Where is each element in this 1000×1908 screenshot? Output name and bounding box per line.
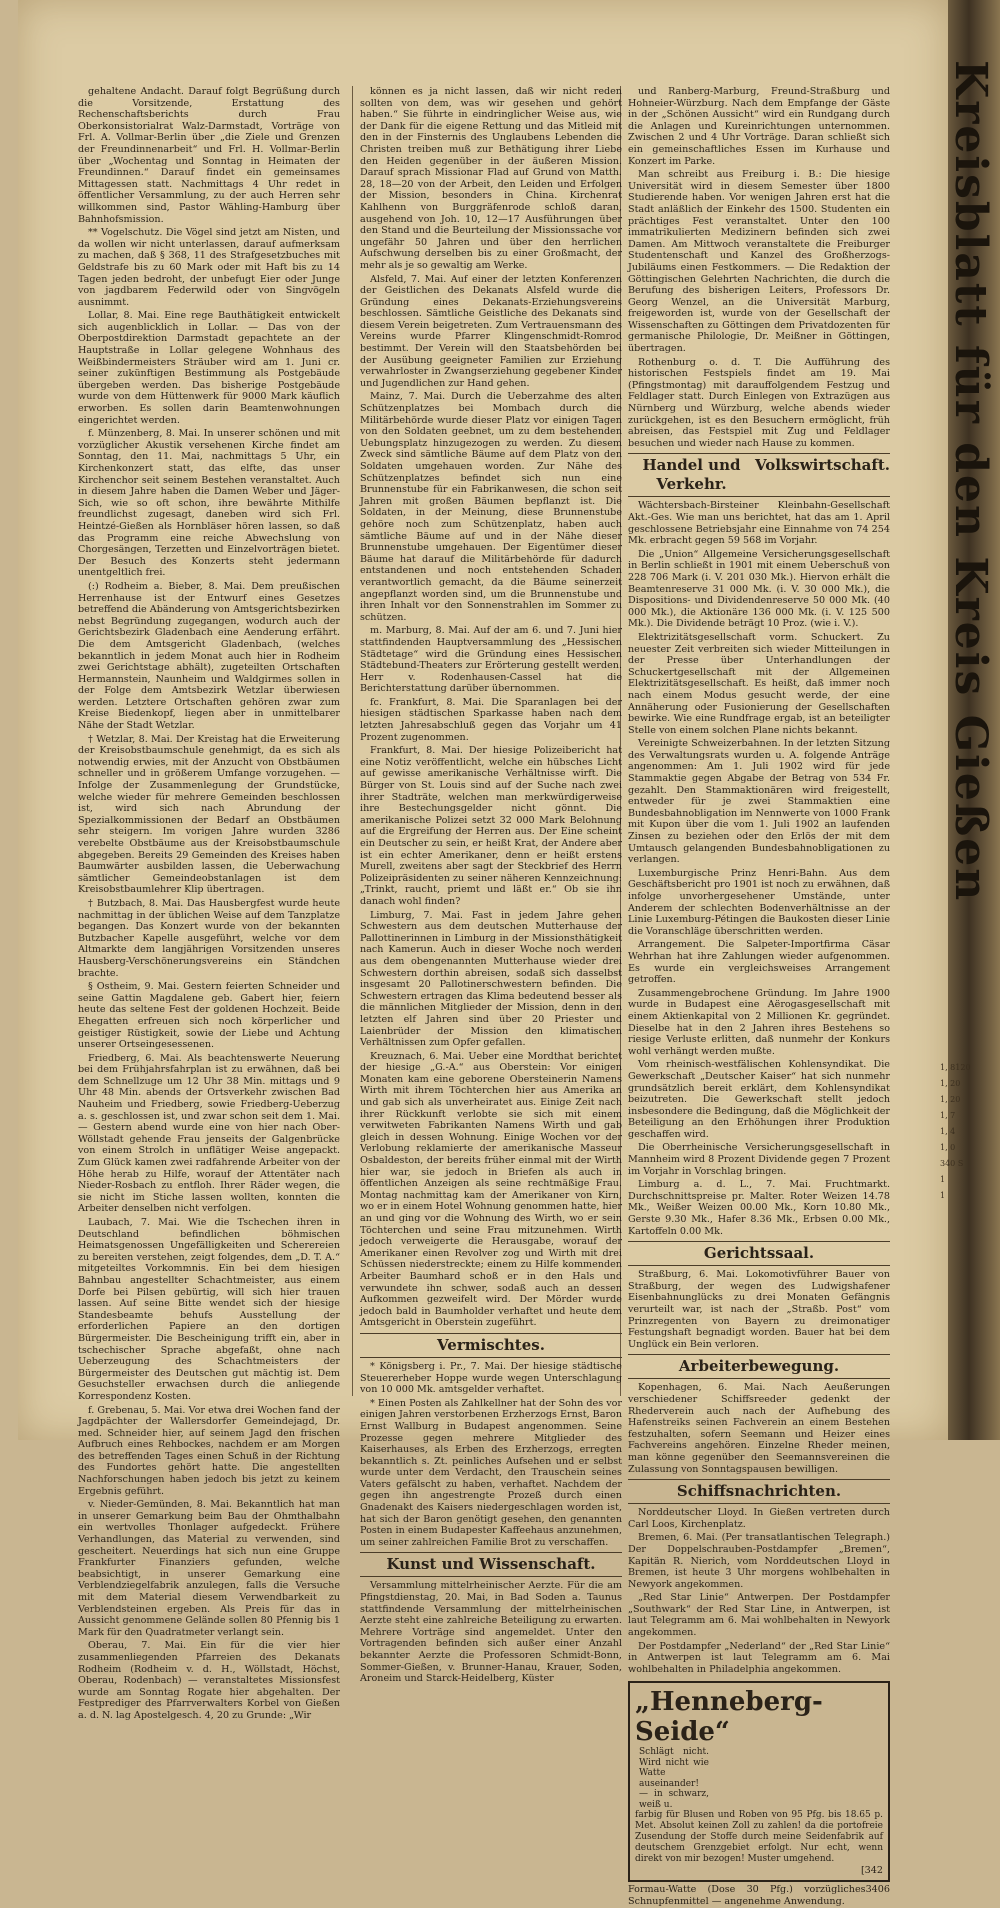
article: Vom rheinisch-westfälischen Kohlensyndikat. Die Gewerkschaft „Deutscher Kaiser“ hat sich nunmehr grundsätzlich bereit erklärt, dem Kohlensyndikat beizutreten. Die Gewerkschaft stellt jedoch insbesondere die Bedingung, daß die Möglichkeit der Beteiligung an den Erhöhungen ihrer Produktion geschaffen wird. xyxy=(628,1059,890,1140)
ad-number: [342 xyxy=(860,1865,883,1877)
margin-number: 1, 7 xyxy=(940,1111,956,1120)
article: Alsfeld, 7. Mai. Auf einer der letzten Konferenzen der Geistlichen des Dekanats Alsfeld wurde die Gründung eines Dekanats-Erziehungsvereins beschlossen. Sämtliche Geistliche des Dekanats sind diesem Verein beigetreten. Zum Vertrauensmann des Vereins wurde Pfarrer Klingenschmidt-Romrod bestimmt. Der Verein will den Staatsbehörden bei der Ausübung geeigneter Familien zur Erziehung verwahrloster in Zwangserziehung gegebener Kinder und Jugendlichen zur Hand gehen. xyxy=(360,273,622,389)
ad-footer: Formau-Watte (Dose 30 Pfg.) vorzügliches Schnupfenmittel — angenehme Anwendung. xyxy=(628,1884,866,1908)
article: Friedberg, 6. Mai. Als beachtenswerte Neuerung bei dem Frühjahrsfahrplan ist zu erwähnen, daß bei dem Schnellzuge um 12 Uhr 38 Min. mittags und 9 Uhr 48 Min. abends der Ortsverkehr zwischen Bad Nauheim und Friedberg, sowie Friedberg-Ueberzug a. s. geschlossen ist, und zwar schon seit dem 1. Mai. — Gestern abend wurde eine von hier nach Ober-Wöllstadt gehende Frau jenseits der Galgenbrücke von einem Strolch in unflätiger Weise angepackt. Zum Glück kamen zwei radfahrende Arbeiter von der Höhe herab zu Hilfe, worauf der Attentäter nach Nieder-Rosbach zu entfloh. Ihrer Räder wegen, die sie nicht im Stiche lassen wollten, konnten die Arbeiter denselben nicht verfolgen. xyxy=(78,1052,340,1215)
article: können es ja nicht lassen, daß wir nicht reden sollten von dem, was wir gesehen und gehört haben.“ Sie führte in eindringlicher Weise aus, wie der Dank für die eigene Rettung und das Mitleid mit den in der Finsternis des Unglaubens Lebenden die Christen treiben muß zur Bethätigung ihrer Liebe den Heiden gegenüber in der äußeren Mission. Darauf sprach Missionar Flad auf Grund von Matth. 28, 18—20 von der Arbeit, den Leiden und Erfolgen der Mission, besonders in China. Kirchenrat Kahlhenn von Burggräfenrode schloß daran, ausgehend von Joh. 10, 12—17 Ausführungen über den Stand und die Beurteilung der Missionssache vor ungefähr 50 Jahren und über den herrlichen Aufschwung derselben bis zu einer Großmacht, der mehr als je so gewaltig am Werke. xyxy=(360,86,622,271)
article: Luxemburgische Prinz Henri-Bahn. Aus dem Geschäftsbericht pro 1901 ist noch zu erwähnen, daß infolge unvorhergesehener Umstände, unter Anderem der schlechten Bodenverhältnisse an der Linie Luxemburg-Pétingen die Baukosten dieser Linie die Voranschläge überschritten werden. xyxy=(628,867,890,937)
margin-number: 1, 20 xyxy=(940,1079,961,1088)
column-divider xyxy=(352,86,353,1396)
article: m. Marburg, 8. Mai. Auf der am 6. und 7. Juni hier stattfindenden Hauptversammlung des „Hessischen Städtetage“ wird die Gründung eines Hessischen Städtebund-Theaters zur Erörterung gestellt werden. Herr v. Rodenhausen-Cassel hat die Berichterstattung darüber übernommen. xyxy=(360,625,622,695)
section-heading-gerichtssaal: Gerichtssaal. xyxy=(628,1241,890,1266)
article: Elektrizitätsgesellschaft vorm. Schuckert. Zu neuester Zeit verbreiten sich wieder Mitteilungen in der Presse über Unterhandlungen der Schuckertgesellschaft mit der Allgemeinen Elektrizitätsgesellschaft. Es heißt, daß immer noch nach einem Modus gesucht werde, der eine Annäherung oder Fusionierung der Gesellschaften bewirke. Wie eine Rundfrage ergab, ist an beteiligter Stelle von einem solchen Plane nichts bekannt. xyxy=(628,631,890,736)
section-heading-schiffsnachrichten: Schiffsnachrichten. xyxy=(628,1479,890,1504)
column-1 xyxy=(78,86,340,1721)
article: Mainz, 7. Mai. Durch die Ueberzahme des alten Schützenplatzes bei Mombach durch die Militärbehörde wurde dieser Platz vor einigen Tagen von den Soldaten geebnet, um zu dem bestehenden Uebungsplatz hinzugezogen zu werden. Zu diesem Zweck sind sämtliche Bäume auf dem Platz von den Soldaten umgehauen worden. Zur Nähe des Schützenplatzes befindet sich nun eine Brunnenstube für ein Fabrikanwesen, die schon seit Jahren mit großen Bäumen bepflanzt ist. Die Soldaten, in der Meinung, diese Brunnenstube gehöre noch zum Schützenplatz, haben auch sämtliche Bäume auf und in der Nähe dieser Brunnenstube umgehauen. Der Eigentümer dieser Bäume hat darauf die Militärbehörde für dadurch entstandenen und noch entstehenden Schaden verantwortlich gemacht, da die Bäume seinerzeit angepflanzt worden sind, um die Brunnenstube und ihren Inhalt vor den Sonnenstrahlen im Sommer zu schützen. xyxy=(360,391,622,623)
article: Kopenhagen, 6. Mai. Nach Aeußerungen verschiedener Schiffsreeder gedenkt der Rhederverein auch nach der Aufhebung des Hafenstreiks seinen Fachverein an einem Bestehen festzuhalten, sofern Seemann und Heizer eines Fachvereins angehören. Einzelne Rheder meinen, man könne gegenüber den Seemannsvereinen die Zulassung von Sonntagspausen bewilligen. xyxy=(628,1382,890,1475)
article: Norddeutscher Lloyd. In Gießen vertreten durch Carl Loos, Kirchenplatz. xyxy=(628,1507,890,1530)
article: Zusammengebrochene Gründung. Im Jahre 1900 wurde in Budapest eine Aërogasgesellschaft mit einem Aktienkapital von 2 Millionen Kr. gegründet. Dieselbe hat in den 2 Jahren ihres Bestehens so riesige Verluste erlitten, daß nunmehr der Konkurs wohl verhängt werden mußte. xyxy=(628,987,890,1057)
article: † Wetzlar, 8. Mai. Der Kreistag hat die Erweiterung der Kreisobstbaumschule genehmigt, da es sich als notwendig erwies, mit der Anzucht von Obstbäumen schneller und in größerem Umfange vorzugehen. — Infolge der Zusammenlegung der Grundstücke, welche wieder für mehrere Gemeinden beschlossen ist, wird sich nach Abrundung der Spezialkommissionen der Bedarf an Obstbäumen sehr steigern. Im vorigen Jahre wurden 3286 verebelte Obstbäume aus der Kreisobstbaumschule abgegeben. Bereits 29 Gemeinden des Kreises haben Baumwärter ausbilden lassen, die Ueberwachung sämtlicher Gemeindeobstanlagen ist dem Kreisobstbaumlehrer Klip übertragen. xyxy=(78,733,340,896)
article: Laubach, 7. Mai. Wie die Tschechen ihren in Deutschland befindlichen böhmischen Heimatsgenossen Ungefälligkeiten und Scherereien zu bereiten verstehen, zeigt folgendes, dem „D. T. A.“ mitgeteiltes Vorkommnis. Ein bei dem hiesigen Bahnbau angestellter Schachtmeister, aus einem Dorfe bei Pilsen gebürtig, will sich hier trauen lassen. Auf seine Bitte wendet sich der hiesige Standesbeamte behufs Ausstellung der erforderlichen Papiere an den dortigen Bürgermeister. Die Bescheinigung trifft ein, aber in tschechischer Sprache abgefaßt, ohne nach Ueberzeugung des Schachtmeisters der Bürgermeister des Deutschen gut mächtig ist. Dem Gesuchsteller erwachsen durch die anliegende Korrespondenz Kosten. xyxy=(78,1217,340,1402)
article: * Königsberg i. Pr., 7. Mai. Der hiesige städtische Steuererheber Hoppe wurde wegen Unterschlagung von 10 000 Mk. amtsgelder verhaftet. xyxy=(360,1360,622,1396)
heading-handel-right: Volkswirtschaft. xyxy=(754,456,890,475)
article: „Red Star Linie“ Antwerpen. Der Postdampfer „Southwark“ der Red Star Line, in Antwerpen, ist laut Telegramm am 6. Mai wohlbehalten in Newyork angekommen. xyxy=(628,1592,890,1639)
heading-handel-left: Handel und Verkehr. xyxy=(642,456,741,494)
ad-footer-number: 3406 xyxy=(865,1884,890,1896)
margin-number: 1 xyxy=(940,1191,946,1200)
column-3 xyxy=(628,86,890,1908)
advertisement-henneberg-seide xyxy=(628,1681,890,1882)
section-heading-arbeiterbewegung: Arbeiterbewegung. xyxy=(628,1354,890,1379)
article: Man schreibt aus Freiburg i. B.: Die hiesige Universität wird in diesem Semester über 1800 Studierende haben. Vor wenigen Jahren erst hat die Stadt anläßlich der Einkehr des 1500. Studenten ein prächtiges Fest veranstaltet. Unter den 100 immatrikulierten Medizinern befinden sich zwei Damen. Am Mittwoch veranstaltete die Freiburger Studentenschaft und Kanzel des Großherzogs-Jubiläums einen Festkommers. — Die Redaktion der Göttingischen Gelehrten Nachrichten, die durch die Berufung des bisherigen Leiters, Professors Dr. Georg Wenzel, an die Universität Marburg, freigeworden ist, wurde von der Gesellschaft der Wissenschaften zu Göttingen dem Privatdozenten für germanische Philologie, Dr. Meißner in Göttingen, übertragen. xyxy=(628,169,890,355)
article: Die Oberrheinische Versicherungsgesellschaft in Mannheim wird 8 Prozent Dividende gegen 7 Prozent im Vorjahr in Vorschlag bringen. xyxy=(628,1142,890,1177)
section-heading-handel xyxy=(628,453,890,497)
article: Straßburg, 6. Mai. Lokomotivführer Bauer von Straßburg, der wegen des Ludwigshafener Eisenbahnunglücks zu drei Monaten Gefängnis verurteilt war, ist nach der „Straßb. Post“ vom Prinzregenten von Bayern zu dreimonatiger Festungshaft begnadigt worden. Bauer hat bei dem Unglück ein Bein verloren. xyxy=(628,1269,890,1350)
ad-footer-row xyxy=(628,1884,890,1907)
article: Wächtersbach-Birsteiner Kleinbahn-Gesellschaft Akt.-Ges. Wie man uns berichtet, hat das am 1. April geschlossene Betriebsjahr eine Einnahme von 74 254 Mk. erbracht gegen 59 568 im Vorjahr. xyxy=(628,500,890,547)
article: gehaltene Andacht. Darauf folgt Begrüßung durch die Vorsitzende, Erstattung des Rechenschaftsberichts durch Frau Oberkonsistorialrat Walz-Darmstadt, Vorträge von Frl. A. Vollmar-Berlin über „die Ziele und Grenzen der Freundinnenarbeit“ und Frl. H. Vollmar-Berlin über „Wochentag und Sonntag in Heimaten der Freundinnen.“ Darauf findet ein gemeinsames Mittagessen statt. Nachmittags 4 Uhr redet in öffentlicher Versammlung, zu der auch Herren sehr willkommen sind, Pastor Wähling-Hamburg über Bahnhofsmission. xyxy=(78,86,340,225)
ad-body: farbig für Blusen und Roben von 95 Pfg. bis 18.65 p. Met. Absolut keinen Zoll zu zahlen! da die portofreie Zusendung der Stoffe durch meine Seidenfabrik auf deutschem Grenzgebiet erfolgt. Nur echt, wenn direkt von mir bezogen! Muster umgehend. xyxy=(635,1810,883,1865)
article: ** Vogelschutz. Die Vögel sind jetzt am Nisten, und da wollen wir nicht unterlassen, darauf aufmerksam zu machen, daß § 368, 11 des Strafgesetzbuches mit Geldstrafe bis zu 60 Mark oder mit Haft bis zu 14 Tagen jeden bedroht, der unbefugt Eier oder Junge von jagdbarem Federwild oder von Singvögeln ausnimmt. xyxy=(78,227,340,308)
ad-title: „Henneberg-Seide“ xyxy=(635,1687,823,1748)
margin-number: 1, 20 xyxy=(940,1095,961,1104)
article: fc. Frankfurt, 8. Mai. Die Sparanlagen bei der hiesigen städtischen Sparkasse haben nach dem letzten Jahresabschluß gegen das Vorjahr um 41 Prozent zugenommen. xyxy=(360,696,622,743)
article: f. Grebenau, 5. Mai. Vor etwa drei Wochen fand der Jagdpächter der Wallersdorfer Gemeindejagd, Dr. med. Schneider hier, auf seinem Jagd den frischen Aufbruch eines Rehbockes, nachdem er am Morgen des betreffenden Tages einen Schuß in der Richtung des Fundortes gehört hatte. Die angestellten Nachforschungen haben jedoch bis jetzt zu keinem Ergebnis geführt. xyxy=(78,1404,340,1497)
article: und Ranberg-Marburg, Freund-Straßburg und Hohneier-Würzburg. Nach dem Empfange der Gäste in der „Schönen Aussicht“ wird ein Rundgang durch die Anlagen und Kureinrichtungen unternommen. Zwischen 2 und 4 Uhr Vorträge. Daran schließt sich ein gemeinschaftliches Essen im Kurhause und Konzert im Parke. xyxy=(628,86,890,167)
margin-numbers xyxy=(940,1060,971,1204)
column-2 xyxy=(360,86,622,1685)
article: Oberau, 7. Mai. Ein für die vier hier zusammenliegenden Pfarreien des Dekanats Rodheim (Rodheim v. d. H., Wöllstadt, Höchst, Oberau, Rodenbach) — veranstaltetes Missionsfest wurde am Sonntag Rogate hier abgehalten. Der Festprediger des Pfarrverwalters Korbel von Gießen a. d. N. lag Apostelgesch. 4, 20 zu Grunde: „Wir xyxy=(78,1640,340,1721)
article: * Einen Posten als Zahlkellner hat der Sohn des vor einigen Jahren verstorbenen Erzherzogs Ernst, Baron Ernst Wallburg in Budapest angenommen. Seine Prozesse gegen mehrere Mitglieder des Kaiserhauses, als Erben des Erzherzogs, erregten bekanntlich s. Zt. peinliches Aufsehen und er selbst wurde unter dem Verdacht, den Trauschein seines Vaters gefälscht zu haben, verhaftet. Nachdem der gegen ihn angestrengte Prozeß durch einen Gnadenakt des Kaisers niedergeschlagen worden ist, hat sich der Baron genötigt gesehen, den genannten Posten in einem Budapester Kaffeehaus anzunehmen, um seiner zahlreichen Familie Brot zu verschaffen. xyxy=(360,1397,622,1548)
masthead-spine: Kreisblatt für den Kreis Gießen xyxy=(945,60,996,903)
margin-number: 1, 0 xyxy=(940,1143,956,1152)
article: f. Münzenberg, 8. Mai. In unserer schönen und mit vorzüglicher Akustik versehenen Kirche findet am Sonntag, den 11. Mai, nachmittags 5 Uhr, ein Kirchenkonzert statt, das elfte, das unser Kirchenchor seit seinem Bestehen veranstaltet. Auch in diesem Jahre haben die Damen Weber und Jäger-Sich, wie so oft schon, ihre bewährte Mithilfe freundlichst zugesagt, daneben wird sich Frl. Heintzé-Gießen als Hornbläser hören lassen, so daß das Programm eine reiche Abwechslung von Chorgesängen, Terzetten und Einzelvorträgen bietet. Der Besuch des Konzerts steht jedermann unentgeltlich frei. xyxy=(78,428,340,579)
article: Kreuznach, 6. Mai. Ueber eine Mordthat berichtet der hiesige „G.-A.“ aus Oberstein: Vor einigen Monaten kam eine geborene Obersteinerin Namens Wirth mit ihrem Töchterchen hier aus Amerika an und gab sich als unverheiratet aus. Einige Zeit nach ihrer Rückkunft verlobte sie sich mit einem verwitweten Fabrikanten Namens Wirth und gab gleich in dessen Wohnung. Einige Wochen vor der Verlobung reklamierte der amerikanische Masseur Osbaldeston, der bereits früher einmal mit der Wirth hier war, sie jedoch in Briefen als auch in öffentlichen Anzeigen als seine rechtmäßige Frau. Montag nachmittag kam der Amerikaner von Kirn, wo er in einem Hotel Wohnung genommen hatte, hier an und ging vor die Wohnung des Wirth, wo er sein Töchterchen und seine Frau mitzunehmen. Wirth jedoch verweigerte die Herausgabe, worauf der Amerikaner einen Revolver zog und Wirth mit drei Schüssen niederstreckte; einem zu Hilfe kommenden Arbeiter Baumhard schoß er in den Hals und verwundete ihn schwer, sodaß auch an dessen Aufkommen gezweifelt wird. Der Mörder wurde jedoch bald in Baumholder verhaftet und heute dem Amtsgericht in Oberstein zugeführt. xyxy=(360,1050,622,1329)
article: Rothenburg o. d. T. Die Aufführung des historischen Festspiels findet am 19. Mai (Pfingstmontag) mit darauffolgendem Festzug und Feldlager statt. Durch Einlegen von Extrazügen aus Nürnberg und Würzburg, welche abends wieder zurückgehen, ist es den Besuchern ermöglicht, früh abreisen, das Festspiel mit Zug und Feldlager besuchen und wieder nach Hause zu kommen. xyxy=(628,356,890,449)
article: v. Nieder-Gemünden, 8. Mai. Bekanntlich hat man in unserer Gemarkung beim Bau der Ohmthalbahn ein wertvolles Thonlager aufgedeckt. Frühere Verhandlungen, das Material zu verwenden, sind gescheitert. Neuerdings hat sich nun eine Gruppe Frankfurter Finanziers gefunden, welche beabsichtigt, in unserer Gemarkung eine Verblendziegelfabrik anzulegen, falls die Versuche mit dem Material diesem Verwendbarkeit zu Verblendsteinen ergeben. Als Preis für das in Aussicht genommene Gelände sollen 80 Pfennig bis 1 Mark für den Quadratmeter verlangt sein. xyxy=(78,1499,340,1638)
article: Versammlung mittelrheinischer Aerzte. Für die am Pfingstdienstag, 20. Mai, in Bad Soden a. Taunus stattfindende Versammlung der mittelrheinischen Aerzte steht eine zahlreiche Beteiligung zu erwarten. Mehrere Vorträge sind angemeldet. Unter den Vortragenden befinden sich außer einer Anzahl bekannter Aerzte die Professoren Schmidt-Bonn, Sommer-Gießen, v. Brunner-Hanau, Krauer, Soden, Aroneim und Starck-Heidelberg, Küster xyxy=(360,1580,622,1685)
article: Bremen, 6. Mai. (Per transatlantischen Telegraph.) Der Doppelschrauben-Postdampfer „Bremen“, Kapitän R. Nierich, vom Norddeutschen Lloyd in Bremen, ist heute 3 Uhr morgens wohlbehalten in Newyork angekommen. xyxy=(628,1532,890,1590)
ad-side-text: Schlägt nicht. Wird nicht wie Watte auseinander! — in schwarz, weiß u. xyxy=(639,1747,709,1810)
margin-number: 1 xyxy=(940,1175,946,1184)
article: † Butzbach, 8. Mai. Das Hausbergfest wurde heute nachmittag in der üblichen Weise auf dem Tanzplatze begangen. Das Konzert wurde von der bekannten Butzbacher Kapelle ausgeführt, welche vor dem Altmarkte dem langjährigen Vorsitzenden unseres Hausberg-Verschönerungsvereins ein Ständchen brachte. xyxy=(78,897,340,979)
article: Frankfurt, 8. Mai. Der hiesige Polizeibericht hat eine Notiz veröffentlicht, welche ein hübsches Licht auf gewisse amerikanische Verhältnisse wirft. Die Bürger von St. Louis sind auf der Suche nach zwei ihrer Stadträte, welchen man merkwürdigerweise ihre Bestechungsgelder nicht gönnt. Die amerikanische Polizei setzt 32 000 Mark Belohnung auf die Ergreifung der Herren aus. Der Eine scheint ein Deutscher zu sein, er heißt Krat, der Andere aber ist ein echter Amerikaner, denn er heißt erstens Murell, zweitens aber sagt der Steckbrief des Herrn Polizeipräsidenten zu seiner näheren Kennzeichnung: „Trinkt, raucht, priemt und läßt er.“ Ob sie ihn danach wohl finden? xyxy=(360,745,622,907)
margin-number: 1, 8120 xyxy=(940,1063,971,1072)
section-heading-vermischtes: Vermischtes. xyxy=(360,1333,622,1358)
article: Vereinigte Schweizerbahnen. In der letzten Sitzung des Verwaltungsrats wurden u. A. folgende Anträge angenommen: Am 1. Juli 1902 wird für jede Stammaktie gegen Abgabe der Betrag von 534 Fr. gezahlt. Den Stammaktionären wird freigestellt, entweder für je zwei Stammaktien eine Bundesbahnobligation im Nennwerte von 1000 Frank mit Kupon über die vom 1. Juli 1902 an laufenden Zinsen zu beziehen oder den Erlös der mit dem Umtausch gelangenden Bundesbahnobligationen zu verlangen. xyxy=(628,738,890,866)
article: Lollar, 8. Mai. Eine rege Bauthätigkeit entwickelt sich augenblicklich in Lollar. — Das von der Oberpostdirektion Darmstadt gepachtete an der Hauptstraße in Lollar gelegene Wohnhaus des Weißbindermeisters Sträuber wird am 1. Juni cr. seiner zukünftigen Bestimmung als Postgebäude übergeben werden. Das bisherige Postgebäude wurde von dem Hüttenwerk für 9000 Mark käuflich erworben. Es sollen darin Beamtenwohnungen eingerichtet werden. xyxy=(78,310,340,426)
article: Der Postdampfer „Nederland“ der „Red Star Linie“ in Antwerpen ist laut Telegramm am 6. Mai wohlbehalten in Philadelphia angekommen. xyxy=(628,1640,890,1675)
article: Die „Union“ Allgemeine Versicherungsgesellschaft in Berlin schließt in 1901 mit einem Ueberschuß von 228 706 Mark (i. V. 201 030 Mk.). Hiervon erhält die Beamtenreserve 31 000 Mk. (i. V. 30 000 Mk.), die Dispositions- und Dividendenreserve 50 000 Mk. (40 000 Mk.), die Aktionäre 136 000 Mk. (i. V. 125 500 Mk.). Die Dividende beträgt 10 Proz. (wie i. V.). xyxy=(628,548,890,630)
section-heading-kunst: Kunst und Wissenschaft. xyxy=(360,1552,622,1577)
article: Arrangement. Die Salpeter-Importfirma Cäsar Wehrhan hat ihre Zahlungen wieder aufgenommen. Es wurde ein vergleichsweises Arrangement getroffen. xyxy=(628,939,890,986)
article: (:) Rodheim a. Bieber, 8. Mai. Dem preußischen Herrenhause ist der Entwurf eines Gesetzes betreffend die Abänderung von Amtsgerichtsbezirken nebst Begründung zugegangen, wodurch auch der Gerichtsbezirk Gladenbach eine Aenderung erfährt. Die dem Amtsgericht Gladenbach, (welches bekanntlich in jedem Monat auch hier in Rodheim zwei Gerichtstage abhält), zugeteilten Ortschaften Hermannstein, Naunheim und Waldgirmes sollen in der Folge dem Amtsbezirk Wetzlar überwiesen werden. Letztere Ortschaften gehören zwar zum Kreise Biedenkopf, liegen aber in unmittelbarer Nähe der Stadt Wetzlar. xyxy=(78,580,340,732)
margin-number: 1, 4 xyxy=(940,1127,956,1136)
article: Limburg a. d. L., 7. Mai. Fruchtmarkt. Durchschnittspreise pr. Malter. Roter Weizen 14.78 Mk., Weißer Weizen 00.00 Mk., Korn 10.80 Mk., Gerste 9.30 Mk., Hafer 8.36 Mk., Erbsen 0.00 Mk., Kartoffeln 0.00 Mk. xyxy=(628,1179,890,1237)
margin-number: 340 S xyxy=(940,1159,964,1168)
article: § Ostheim, 9. Mai. Gestern feierten Schneider und seine Gattin Magdalene geb. Gabert hier, feiern heute das seltene Fest der goldenen Hochzeit. Beide Ehegatten erfreuen sich noch körperlicher und geistiger Rüstigkeit, sowie der Liebe und Achtung unserer Ortseingesessenen. xyxy=(78,981,340,1051)
article: Limburg, 7. Mai. Fast in jedem Jahre gehen Schwestern aus dem deutschen Mutterhause der Pallottinerinnen in Limburg in der Missionsthätigkeit nach Kamerun. Auch in dieser Woche noch werden aus dem obengenannten Mutterhause wieder drei Schwestern dorthin abreisen, sodaß sich dasselbst insgesamt 20 Pallotinerschwestern befinden. Die Schwestern ertragen das Klima bedeutend besser als die männlichen Mitglieder der Mission, denn in den letzten elf Jahren sind über 20 Priester und Laienbrüder der Mission den klimatischen Verhältnissen zum Opfer gefallen. xyxy=(360,909,622,1049)
